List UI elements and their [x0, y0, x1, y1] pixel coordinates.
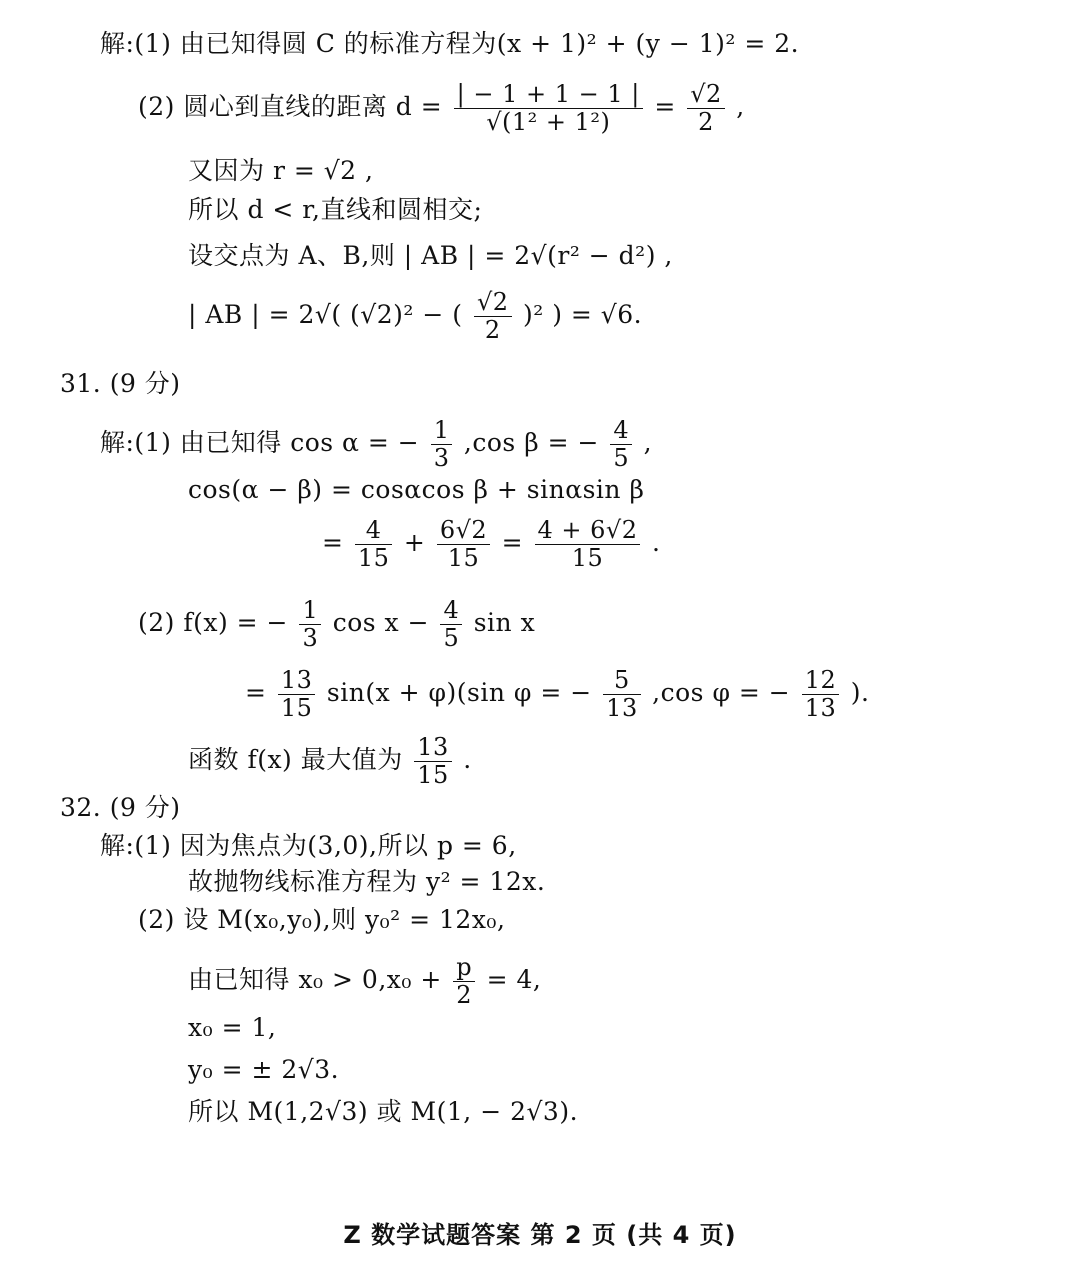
q31-l3-f3-num: 4 + 6√2 — [535, 518, 641, 545]
q31-part2-line1 — [138, 598, 535, 651]
q32-part2-line5: 所以 M(1,2√3) 或 M(1, − 2√3). — [188, 1097, 579, 1126]
page-footer: Z 数学试题答案 第 2 页 (共 4 页) — [343, 1221, 737, 1249]
q30-result-denominator: 2 — [698, 108, 714, 137]
q31-p2-l2-eq: = — [245, 678, 267, 708]
q32-part2-line4: y₀ = ± 2√3. — [188, 1055, 340, 1084]
q30-part2-prefix: (2) 圆心到直线的距离 d = — [138, 92, 443, 122]
q31-part2-line3 — [188, 735, 472, 788]
q31-p2-b: cos x − — [332, 608, 430, 638]
q31-p2-l2-frac3 — [802, 668, 840, 721]
q30-calc-numerator: √2 — [474, 290, 512, 317]
q31-part2-line2 — [245, 668, 869, 721]
q31-l3-eq2: = — [501, 528, 524, 558]
q31-cos-beta-fraction — [610, 418, 632, 471]
q31-max-fraction — [414, 735, 452, 788]
q31-part1-line1 — [100, 418, 652, 471]
q31-l3-end: . — [651, 528, 661, 558]
q31-p2-l2-f1-num: 13 — [278, 668, 316, 695]
q31-l3-frac3 — [535, 518, 641, 571]
q31-cos-alpha-fraction — [431, 418, 453, 471]
q30-line-intersect: 所以 d < r,直线和圆相交; — [188, 195, 483, 224]
q31-l3-f3-den: 15 — [571, 544, 604, 573]
q30-calc-fraction — [474, 290, 512, 343]
q30-part1: 解:(1) 由已知得圆 C 的标准方程为(x + 1)² + (y − 1)² = 2. — [100, 29, 800, 58]
q30-part2-eq: = — [654, 92, 676, 122]
q30-distance-fraction — [454, 82, 643, 135]
q31-p2-l2-f2-den: 13 — [606, 694, 638, 723]
q31-p2-l2-f3-den: 13 — [804, 694, 837, 723]
q32-p2-l2-b: = 4, — [486, 965, 542, 995]
q31-p2-f1-num: 1 — [299, 598, 321, 625]
q31-p2-f2-den: 5 — [443, 624, 460, 653]
q31-max-num: 13 — [414, 735, 452, 762]
q32-part1-line2: 故抛物线标准方程为 y² = 12x. — [188, 867, 546, 896]
q31-p2-f2-num: 4 — [440, 598, 462, 625]
q31-l3-frac1 — [355, 518, 393, 571]
q31-f1-num: 1 — [431, 418, 453, 445]
q32-part2-line1: (2) 设 M(x₀,y₀),则 y₀² = 12x₀, — [138, 905, 506, 934]
q31-p2-a: (2) f(x) = − — [138, 608, 289, 638]
q31-l3-plus: + — [403, 528, 426, 558]
q31-part1-line2: cos(α − β) = cosαcos β + sinαsin β — [188, 475, 645, 504]
q31-p2-l2-f3-num: 12 — [802, 668, 840, 695]
q31-p2-frac1 — [299, 598, 321, 651]
q31-heading: 31. (9 分) — [60, 369, 181, 398]
q30-line-ab: 设交点为 A、B,则 | AB | = 2√(r² − d²) , — [188, 241, 673, 270]
q31-p2-l2-c: ). — [850, 678, 870, 708]
q30-calc-denominator: 2 — [484, 316, 501, 345]
q32-frac-num: p — [453, 955, 475, 982]
q32-heading: 32. (9 分) — [60, 793, 181, 822]
q31-p2-frac2 — [440, 598, 462, 651]
q31-l3-f2-num: 6√2 — [437, 518, 490, 545]
q30-line-r: 又因为 r = √2 , — [188, 156, 374, 185]
q32-p-over-2 — [453, 955, 475, 1008]
q30-calc-a: | AB | = 2√( (√2)² − ( — [188, 300, 463, 330]
q31-f2-den: 5 — [613, 444, 630, 473]
q31-p2-l3-end: . — [463, 745, 472, 775]
q31-p1-a: 解:(1) 由已知得 cos α = − — [100, 428, 420, 458]
q30-distance-result — [687, 82, 725, 135]
q32-part2-line2 — [188, 955, 541, 1008]
q31-p2-l2-f2-num: 5 — [603, 668, 641, 695]
q30-line-calc — [188, 290, 642, 343]
q31-p2-f1-den: 3 — [302, 624, 319, 653]
q30-result-numerator: √2 — [687, 82, 725, 109]
q31-max-den: 15 — [417, 761, 449, 790]
q31-p2-l2-frac1 — [278, 668, 316, 721]
q31-l3-f1-num: 4 — [355, 518, 393, 545]
q31-p1-c: , — [643, 428, 653, 458]
q32-part2-line3: x₀ = 1, — [188, 1013, 277, 1042]
q31-p2-l2-b: ,cos φ = − — [652, 678, 791, 708]
q30-part2-tail: , — [736, 92, 745, 122]
q31-l3-eq: = — [322, 528, 344, 558]
q31-l3-frac2 — [437, 518, 490, 571]
q31-p2-l2-frac2 — [603, 668, 641, 721]
q31-p1-b: ,cos β = − — [463, 428, 599, 458]
q31-p2-c: sin x — [473, 608, 536, 638]
q30-calc-b: )² ) = √6. — [522, 300, 643, 330]
q30-distance-numerator: | − 1 + 1 − 1 | — [454, 82, 643, 109]
q31-part1-line3 — [322, 518, 660, 571]
q32-frac-den: 2 — [456, 981, 473, 1010]
q31-f1-den: 3 — [433, 444, 450, 473]
q31-p2-l2-f1-den: 15 — [280, 694, 313, 723]
q32-part1-line1: 解:(1) 因为焦点为(3,0),所以 p = 6, — [100, 831, 517, 860]
q31-l3-f1-den: 15 — [357, 544, 390, 573]
q30-distance-denominator: √(1² + 1²) — [486, 108, 611, 137]
q31-p2-l3-a: 函数 f(x) 最大值为 — [188, 745, 403, 775]
q31-f2-num: 4 — [610, 418, 632, 445]
q31-l3-f2-den: 15 — [447, 544, 480, 573]
q32-p2-l2-a: 由已知得 x₀ > 0,x₀ + — [188, 965, 442, 995]
q31-p2-l2-a: sin(x + φ)(sin φ = − — [326, 678, 592, 708]
q30-part2-distance — [138, 82, 745, 135]
